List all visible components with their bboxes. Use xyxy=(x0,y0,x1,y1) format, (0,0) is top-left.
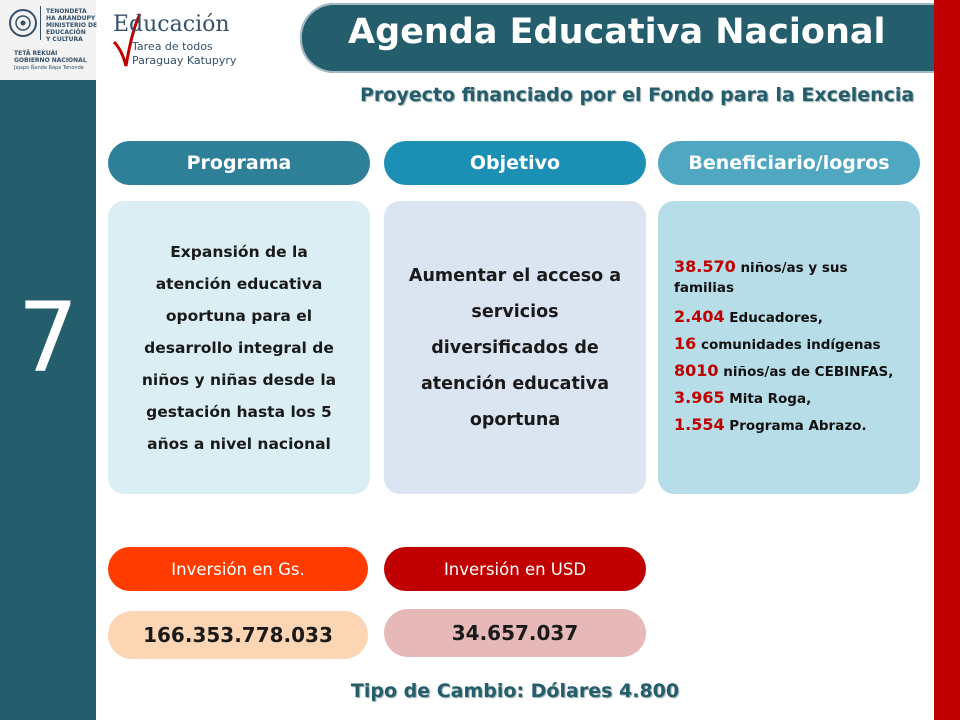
government-logo xyxy=(0,0,96,80)
ben-number: 1.554 xyxy=(674,414,725,434)
govt-line-6: TETÃ REKUÁI xyxy=(14,50,58,57)
ben-number: 16 xyxy=(674,333,697,353)
ben-text: niños/as y sus familias xyxy=(674,259,848,296)
govt-line-4: EDUCACIÓN xyxy=(46,29,86,36)
govt-line-1: TENONDETA xyxy=(46,8,87,15)
education-logo-word: Educación xyxy=(113,12,230,37)
govt-line-3: MINISTERIO DE xyxy=(46,22,98,29)
beneficiario-header: Beneficiario/logros xyxy=(658,141,920,185)
inversion-gs-label: Inversión en Gs. xyxy=(108,547,368,591)
ben-number: 38.570 xyxy=(674,256,736,276)
objetivo-text: Aumentar el acceso a servicios diversificados de atención educativa oportuna xyxy=(408,265,622,430)
ben-number: 2.404 xyxy=(674,306,725,326)
ben-item xyxy=(674,385,904,412)
inversion-gs-value: 166.353.778.033 xyxy=(108,611,368,659)
ben-text: Mita Roga, xyxy=(724,390,812,407)
logo-divider xyxy=(40,6,41,40)
ben-item xyxy=(674,412,904,439)
objetivo-header: Objetivo xyxy=(384,141,646,185)
ben-item xyxy=(674,331,904,358)
ben-text: niños/as de CEBINFAS, xyxy=(718,363,894,380)
ben-item xyxy=(674,257,904,304)
programa-header: Programa xyxy=(108,141,370,185)
education-tagline-2: Paraguay Katupyry xyxy=(132,54,237,67)
page-subtitle: Proyecto financiado por el Fondo para la Excelencia xyxy=(360,84,915,106)
programa-card xyxy=(108,201,370,494)
govt-line-5: Y CULTURA xyxy=(46,36,83,43)
govt-line-8: Jajapo Ñande Rape Tenonde xyxy=(14,65,84,71)
beneficiario-card xyxy=(658,201,920,494)
ben-number: 3.965 xyxy=(674,387,725,407)
ben-text: comunidades indígenas xyxy=(696,336,881,353)
seal-icon xyxy=(8,8,38,38)
exchange-rate-note: Tipo de Cambio: Dólares 4.800 xyxy=(350,680,680,702)
objetivo-card xyxy=(384,201,646,494)
ben-item xyxy=(674,358,904,385)
beneficiario-list xyxy=(658,257,904,439)
inversion-usd-label: Inversión en USD xyxy=(384,547,646,591)
slide-number: 7 xyxy=(17,282,79,394)
ben-item xyxy=(674,304,904,331)
ben-text: Programa Abrazo. xyxy=(724,417,867,434)
ben-number: 8010 xyxy=(674,360,719,380)
right-accent-bar xyxy=(934,0,960,720)
programa-text: Expansión de la atención educativa oportuna para el desarrollo integral de niños y niñas desde la gestación hasta los 5 años a nivel nacional xyxy=(141,242,337,453)
govt-line-7: GOBIERNO NACIONAL xyxy=(14,57,87,64)
ben-text: Educadores, xyxy=(724,309,823,326)
inversion-usd-value: 34.657.037 xyxy=(384,609,646,657)
education-tagline: Tarea de todos xyxy=(132,40,213,53)
page-title: Agenda Educativa Nacional xyxy=(348,12,886,52)
govt-line-2: HA ARANDUPY xyxy=(46,15,96,22)
